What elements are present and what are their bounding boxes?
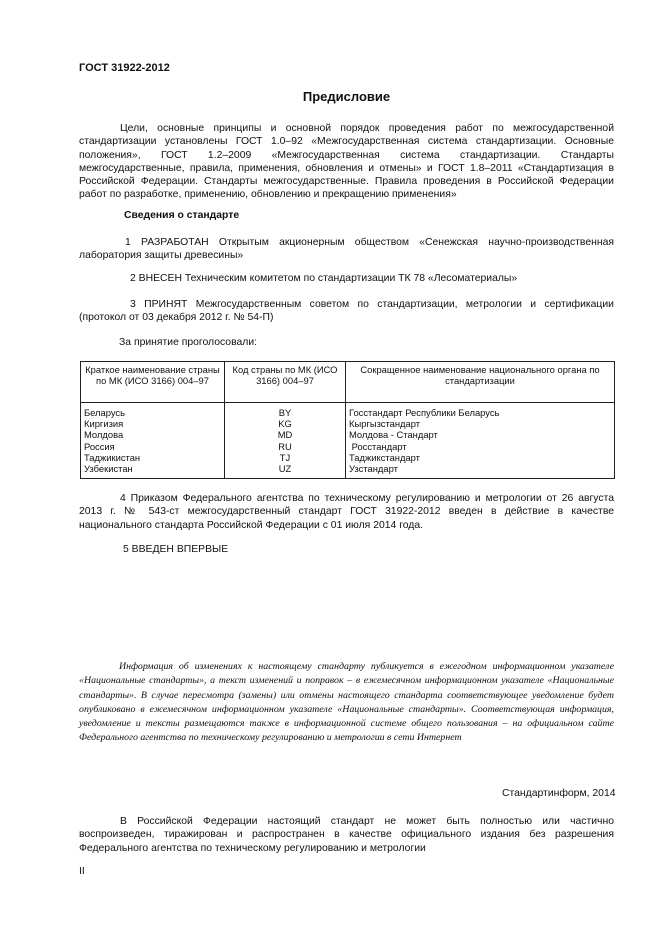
- preface-intro-paragraph: Цели, основные принципы и основной порядок проведения работ по межгосударственной стандартизации установлены ГОСТ 1.0–92 «Межгосударственная система стандартизации. Основные положения», ГОСТ 1.2–2009 «Межгосударственная система стандартизации. Стандарты межгосударственные, правила, применения, обновления и отмены» и ГОСТ 1.8–2011 «Стандартизация в Российской Федерации. Стандарты межгосударственные. Правила проведения в Российской Федерации работ по разработке, применению, обновлению и прекращению применения»: [79, 123, 614, 201]
- country-code: BY: [278, 407, 292, 418]
- national-body: Узстандарт: [349, 463, 398, 475]
- standard-info-heading: Сведения о стандарте: [124, 210, 240, 221]
- country-name: Киргизия: [84, 418, 124, 430]
- voting-countries-table: [80, 361, 615, 479]
- change-information-notice: Информация об изменениях к настоящему стандарту публикуется в ежегодном информационном указателе «Национальные стандарты», а текст изменений и поправок – в ежемесячном информационном указателе «Национальные стандарты». В случае пересмотра (замены) или отмены настоящего стандарта соответствующее уведомление будет опубликовано в ежемесячном информационном указателе «Национальные стандарты». Соответствующая информация, уведомление и тексты размещаются также в информационной системе общего пользования – на официальном сайте Федерального агентства по техническому регулированию и метрологии в сети Интернет: [79, 661, 614, 744]
- rights-notice: В Российской Федерации настоящий стандарт не может быть полностью или частично воспроизведен, тиражирован и распространен в качестве официального издания без разрешения Федерального агентства по техническому регулированию и метрологии: [79, 816, 614, 854]
- country-name: Беларусь: [84, 407, 126, 418]
- table-header-row: [81, 362, 615, 403]
- national-body: Росстандарт: [349, 440, 407, 452]
- item-introduced-first-time: 5 ВВЕДЕН ВПЕРВЫЕ: [123, 544, 229, 555]
- country-code: RU: [278, 440, 292, 452]
- country-name: Молдова: [84, 429, 124, 441]
- page-title: Предисловие: [302, 89, 391, 104]
- header-country-code: Код страны по МК (ИСО 3166) 004–97: [225, 362, 346, 403]
- national-body: Кыргызстандарт: [349, 418, 421, 430]
- header-national-body: Сокращенное наименование национального органа по стандартизации: [346, 362, 615, 403]
- national-body: Таджикстандарт: [349, 451, 420, 463]
- national-bodies-cell: [346, 403, 615, 479]
- table-row: [81, 403, 615, 479]
- standard-code-header: ГОСТ 31922-2012: [79, 62, 170, 74]
- country-code: TJ: [279, 451, 291, 463]
- item-introduced-by: 2 ВНЕСЕН Техническим комитетом по стандартизации ТК 78 «Лесоматериалы»: [130, 273, 518, 284]
- page-number: II: [79, 866, 85, 877]
- item-developed-by: 1 РАЗРАБОТАН Открытым акционерным обществом «Сенежская научно-производственная лаборатория защиты древесины»: [79, 237, 614, 262]
- country-code: UZ: [278, 463, 292, 475]
- voted-label: За принятие проголосовали:: [119, 337, 258, 348]
- publisher-line: Стандартинформ, 2014: [502, 788, 616, 799]
- item-enacted-by-order: 4 Приказом Федерального агентства по техническому регулированию и метрологии от 26 августа 2013 г. № 543-ст межгосударственный стандарт ГОСТ 31922-2012 введен в действие в качестве национального стандарта Российской Федерации с 01 июля 2014 года.: [79, 493, 614, 531]
- country-name: Узбекистан: [84, 463, 133, 475]
- country-code: KG: [278, 418, 292, 430]
- header-country-name: Краткое наименование страны по МК (ИСО 3166) 004–97: [81, 362, 225, 403]
- country-names-cell: [81, 403, 225, 479]
- country-name: Таджикистан: [84, 451, 141, 463]
- national-body: Госстандарт Республики Беларусь: [349, 407, 500, 418]
- item-adopted-by: 3 ПРИНЯТ Межгосударственным советом по стандартизации, метрологии и сертификации (протокол от 03 декабря 2012 г. № 54-П): [79, 299, 614, 324]
- national-body: Молдова - Стандарт: [349, 429, 438, 441]
- country-codes-cell: [225, 403, 346, 479]
- country-code: MD: [277, 429, 293, 441]
- country-name: Россия: [84, 440, 115, 452]
